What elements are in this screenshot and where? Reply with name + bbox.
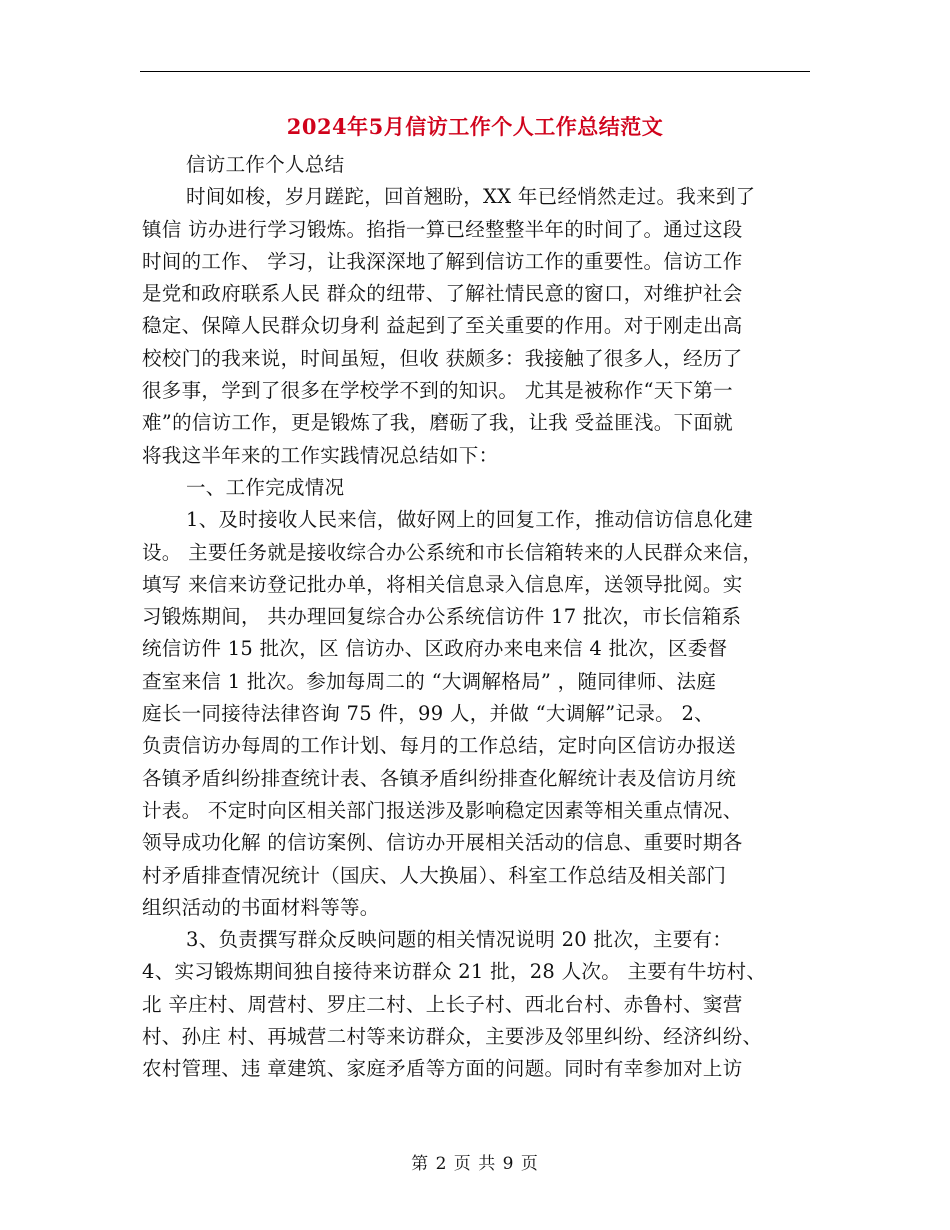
paragraph-line: 难”的信访工作，更是锻炼了我，磨砺了我，让我 受益匪浅。下面就 (142, 411, 733, 435)
paragraph-line: 组织活动的书面材料等等。 (142, 895, 380, 919)
paragraph-line: 将我这半年来的工作实践情况总结如下： (142, 443, 499, 467)
paragraph-line: 4、实习锻炼期间独自接待来访群众 21 批，28 人次。 主要有牛坊村、 (142, 960, 767, 984)
paragraph-line: 镇信 访办进行学习锻炼。掐指一算已经整整半年的时间了。通过这段 (142, 217, 743, 241)
section-heading: 信访工作个人总结 (186, 153, 345, 176)
paragraph-line: 时间的工作、 学习，让我深深地了解到信访工作的重要性。信访工作 (142, 249, 743, 273)
paragraph-line: 庭长一同接待法律咨询 75 件，99 人，并做 “大调解”记录。 2、 (142, 702, 714, 726)
paragraph-line: 很多事，学到了很多在学校学不到的知识。 尤其是被称作“天下第一 (142, 379, 733, 403)
page-number: 第 2 页 共 9 页 (411, 1154, 539, 1174)
paragraph-line: 农村管理、违 章建筑、家庭矛盾等方面的问题。同时有幸参加对上访 (142, 1057, 743, 1081)
document-body (142, 149, 806, 1086)
section-heading: 一、工作完成情况 (186, 475, 345, 499)
paragraph-line: 3、负责撰写群众反映问题的相关情况说明 20 批次，主要有： (186, 928, 733, 952)
paragraph-line: 设。 主要任务就是接收综合办公系统和市长信箱转来的人民群众来信， (142, 540, 763, 564)
paragraph-line: 计表。 不定时向区相关部门报送涉及影响稳定因素等相关重点情况、 (142, 798, 743, 822)
paragraph-line: 是党和政府联系人民 群众的纽带、了解社情民意的窗口，对维护社会 (142, 282, 743, 306)
paragraph-line: 校校门的我来说，时间虽短，但收 获颇多：我接触了很多人，经历了 (142, 346, 743, 370)
paragraph-line: 领导成功化解 的信访案例、信访办开展相关活动的信息、重要时期各 (142, 831, 743, 855)
paragraph-line: 查室来信 1 批次。参加每周二的 “大调解格局” ，随同律师、法庭 (142, 669, 717, 693)
paragraph-line: 1、及时接收人民来信，做好网上的回复工作，推动信访信息化建 (186, 508, 754, 532)
paragraph-line: 习锻炼期间， 共办理回复综合办公系统信访件 17 批次，市长信箱系 (142, 605, 742, 629)
paragraph-line: 北 辛庄村、周营村、罗庄二村、上长子村、西北台村、赤鲁村、窦营 (142, 992, 743, 1016)
paragraph-line: 村矛盾排查情况统计（国庆、人大换届）、科室工作总结及相关部门 (142, 863, 727, 887)
document-title: 2024年5月信访工作个人工作总结范文 (286, 114, 664, 139)
paragraph-line: 各镇矛盾纠纷排查统计表、各镇矛盾纠纷排查化解统计表及信访月统 (142, 766, 737, 790)
paragraph-line: 填写 来信来访登记批办单，将相关信息录入信息库，送领导批阅。实 (142, 572, 743, 596)
paragraph-line: 村、孙庄 村、再城营二村等来访群众，主要涉及邻里纠纷、经济纠纷、 (142, 1025, 763, 1049)
paragraph-line: 负责信访办每周的工作计划、每月的工作总结，定时向区信访办报送 (142, 734, 737, 758)
paragraph-line: 统信访件 15 批次，区 信访办、区政府办来电来信 4 批次，区委督 (142, 637, 728, 661)
header-rule (140, 71, 810, 72)
paragraph-line: 稳定、保障人民群众切身利 益起到了至关重要的作用。对于刚走出高 (142, 314, 743, 338)
paragraph-line: 时间如梭，岁月蹉跎，回首翘盼，XX 年已经悄然走过。我来到了 (186, 185, 756, 209)
